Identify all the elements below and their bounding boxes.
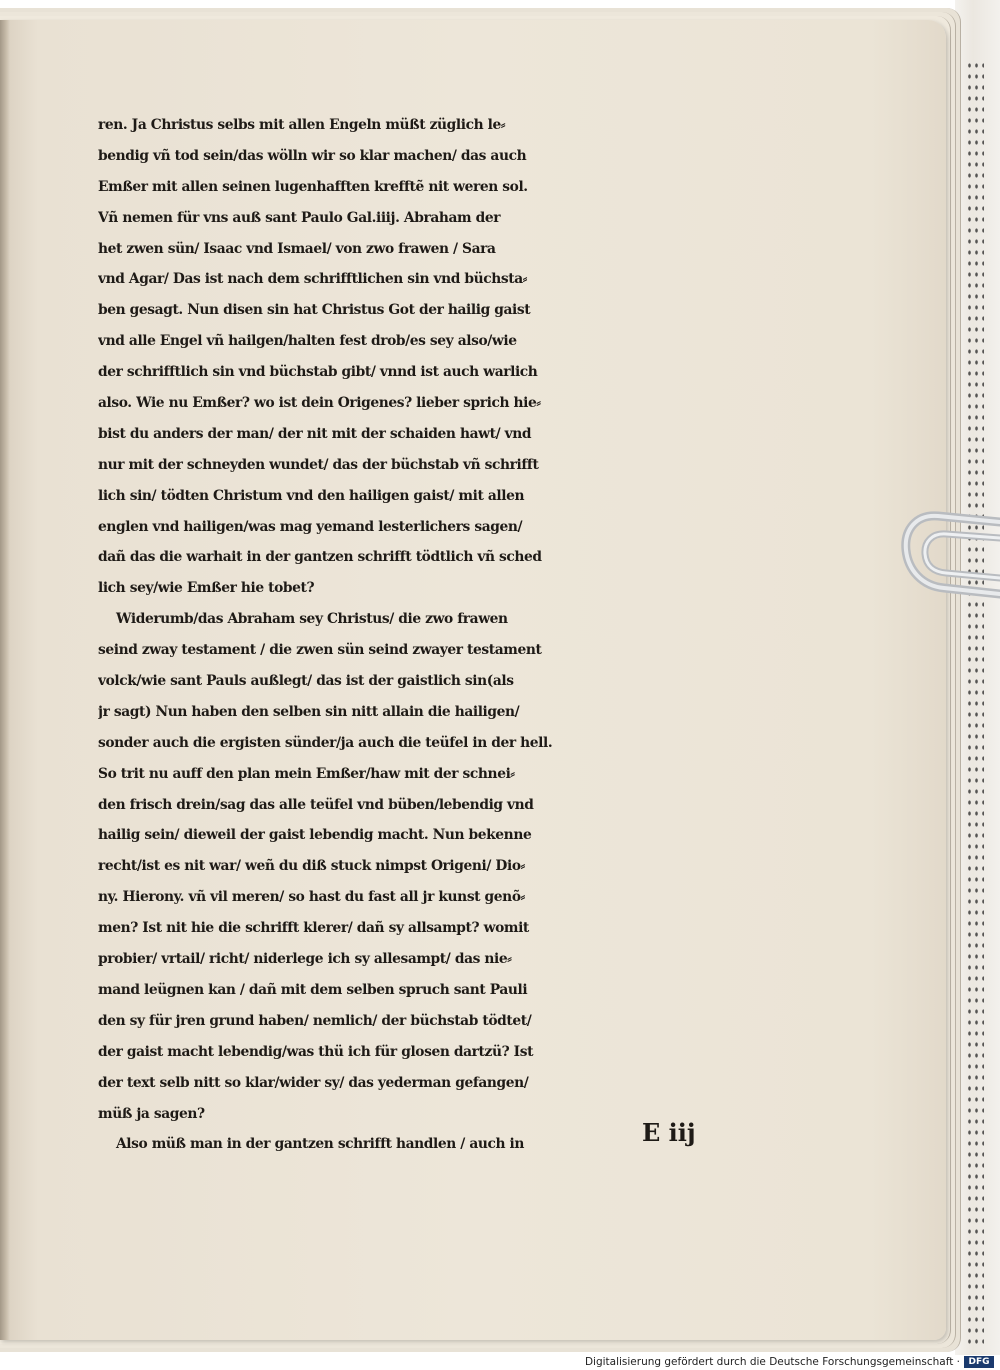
- text-line: der text selb nitt so klar/wider sy/ das yederman gefangen/: [98, 1074, 529, 1091]
- text-line: bist du anders der man/ der nit mit der schaiden hawt/ vnd: [98, 425, 532, 442]
- text-line: englen vnd hailigen/was mag yemand lesterlichers sagen/: [98, 518, 523, 535]
- text-line: vnd Agar/ Das ist nach dem schrifftlichen sin vnd büchsta⸗: [98, 271, 527, 288]
- text-line: Emßer mit allen seinen lugenhafften krefftẽ nit weren sol.: [98, 178, 528, 195]
- text-line: lich sey/wie Emßer hie tobet?: [98, 580, 315, 597]
- text-line: dañ das die warhait in der gantzen schrifft tödtlich vñ sched: [98, 549, 542, 566]
- text-line: sonder auch die ergisten sünder/ja auch die teüfel in der hell.: [98, 734, 553, 751]
- text-line: seind zway testament / die zwen sün seind zwayer testament: [98, 642, 542, 659]
- text-line: Vñ nemen für vns auß sant Paulo Gal.iiij. Abraham der: [98, 209, 501, 226]
- text-line: probier/ vrtail/ richt/ niderlege ich sy allesampt/ das nie⸗: [98, 951, 512, 968]
- text-line: mand leügnen kan / dañ mit dem selben spruch sant Pauli: [98, 981, 528, 998]
- book-binding-shadow: [0, 20, 10, 1340]
- text-line: also. Wie nu Emßer? wo ist dein Origenes? lieber sprich hie⸗: [98, 395, 541, 412]
- text-line: vnd alle Engel vñ hailgen/halten fest drob/es sey also/wie: [98, 333, 517, 350]
- text-line: jr sagt) Nun haben den selben sin nitt allain die hailigen/: [98, 703, 520, 720]
- funding-notice: Digitalisierung gefördert durch die Deutsche Forschungsgemeinschaft ·: [584, 1356, 960, 1368]
- page-text: [98, 110, 798, 1160]
- text-line: bendig vñ tod sein/das wölln wir so klar machen/ das auch: [98, 147, 527, 164]
- text-line: Widerumb/das Abraham sey Christus/ die zwo frawen: [116, 611, 508, 628]
- text-line: der schrifftlich sin vnd büchstab gibt/ vnnd ist auch warlich: [98, 364, 538, 381]
- text-line: recht/ist es nit war/ weñ du diß stuck nimpst Origeni/ Dio⸗: [98, 858, 525, 875]
- signature-mark: E iij: [642, 1118, 696, 1147]
- scan-backdrop-texture: [966, 60, 984, 1350]
- text-line: het zwen sün/ Isaac vnd Ismael/ von zwo frawen / Sara: [98, 240, 496, 257]
- text-line: Also müß man in der gantzen schrifft handlen / auch in: [116, 1136, 524, 1153]
- text-line: ben gesagt. Nun disen sin hat Christus Got der hailig gaist: [98, 302, 531, 319]
- text-line: der gaist macht lebendig/was thü ich für glosen dartzü? Ist: [98, 1043, 534, 1060]
- text-line: müß ja sagen?: [98, 1105, 205, 1122]
- text-line: ren. Ja Christus selbs mit allen Engeln müßt züglich le⸗: [98, 117, 506, 133]
- dfg-logo: DFG: [964, 1356, 994, 1368]
- text-line: lich sin/ tödten Christum vnd den hailigen gaist/ mit allen: [98, 487, 525, 504]
- text-line: So trit nu auff den plan mein Emßer/haw mit der schnei⸗: [98, 765, 515, 782]
- text-line: den frisch drein/sag das alle teüfel vnd büben/lebendig vnd: [98, 796, 534, 813]
- text-line: ny. Hierony. vñ vil meren/ so hast du fast all jr kunst genõ⸗: [98, 889, 525, 906]
- text-line: men? Ist nit hie die schrifft klerer/ dañ sy allsampt? womit: [98, 920, 529, 937]
- text-line: volck/wie sant Pauls außlegt/ das ist der gaistlich sin(als: [98, 673, 514, 690]
- text-line: hailig sein/ dieweil der gaist lebendig macht. Nun bekenne: [98, 827, 532, 844]
- text-line: nur mit der schneyden wundet/ das der büchstab vñ schrifft: [98, 456, 539, 473]
- paper-clip-icon: [898, 508, 1000, 600]
- text-line: den sy für jren grund haben/ nemlich/ der büchstab tödtet/: [98, 1012, 532, 1029]
